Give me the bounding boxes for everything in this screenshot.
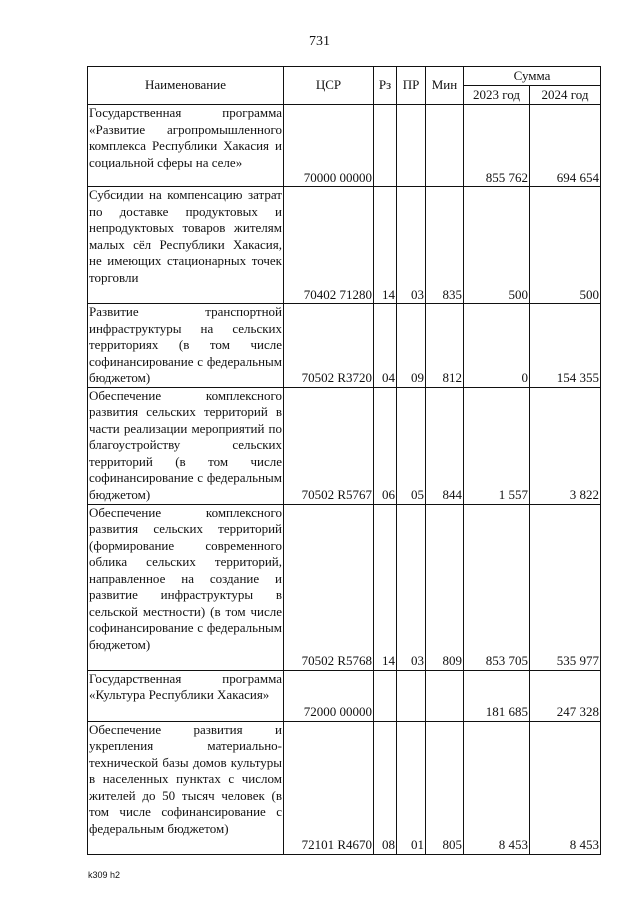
row-2024: 500 (530, 187, 601, 304)
row-2023: 855 762 (464, 105, 530, 187)
row-pr: 09 (397, 304, 426, 388)
table-row (88, 105, 601, 187)
row-2024: 3 822 (530, 387, 601, 504)
row-rz: 04 (374, 304, 397, 388)
header-name: Наименование (88, 67, 284, 105)
row-name: Обеспечение развития и укрепления материально-технической базы домов культуры в населенных пунктах с числом жителей до 50 тысяч человек (в том числе софинансирование с федеральным бюджетом) (88, 721, 284, 854)
row-min (426, 670, 464, 721)
row-csr: 70502 R3720 (284, 304, 374, 388)
row-pr: 01 (397, 721, 426, 854)
row-name: Субсидии на компенсацию затрат по доставке продуктовых и непродуктовых товаров жителям малых сёл Республики Хакасия, не имеющих стационарных точек торговли (88, 187, 284, 304)
header-sum: Сумма (464, 67, 601, 86)
row-min: 844 (426, 387, 464, 504)
row-csr: 70402 71280 (284, 187, 374, 304)
row-pr: 03 (397, 504, 426, 670)
row-rz (374, 670, 397, 721)
row-2024: 154 355 (530, 304, 601, 388)
row-rz: 06 (374, 387, 397, 504)
header-csr: ЦСР (284, 67, 374, 105)
table-row (88, 304, 601, 388)
row-min: 835 (426, 187, 464, 304)
row-2024: 694 654 (530, 105, 601, 187)
table-row (88, 504, 601, 670)
footer-code: k309 h2 (88, 870, 121, 880)
row-csr: 72000 00000 (284, 670, 374, 721)
row-pr (397, 670, 426, 721)
row-pr (397, 105, 426, 187)
row-min: 809 (426, 504, 464, 670)
row-name: Государственная программа «Культура Республики Хакасия» (88, 670, 284, 721)
row-2023: 8 453 (464, 721, 530, 854)
row-csr: 70502 R5767 (284, 387, 374, 504)
row-rz (374, 105, 397, 187)
row-2024: 8 453 (530, 721, 601, 854)
row-pr: 03 (397, 187, 426, 304)
row-name: Обеспечение комплексного развития сельских территорий в части реализации мероприятий по благоустройству сельских территорий (в том числе софинансирование с федеральным бюджетом) (88, 387, 284, 504)
header-year-2024: 2024 год (530, 86, 601, 105)
row-2024: 247 328 (530, 670, 601, 721)
row-2023: 500 (464, 187, 530, 304)
row-2023: 181 685 (464, 670, 530, 721)
row-rz: 14 (374, 187, 397, 304)
page-number: 731 (309, 34, 330, 49)
row-rz: 14 (374, 504, 397, 670)
row-name: Развитие транспортной инфраструктуры на сельских территориях (в том числе софинансирование с федеральным бюджетом) (89, 304, 282, 385)
row-pr: 05 (397, 387, 426, 504)
row-2023: 1 557 (464, 387, 530, 504)
row-2023: 853 705 (464, 504, 530, 670)
header-pr: ПР (397, 67, 426, 105)
row-min: 805 (426, 721, 464, 854)
row-2024: 535 977 (530, 504, 601, 670)
row-name: Обеспечение комплексного развития сельских территорий (формирование современного облика сельских территорий, направленное на создание и развитие инфраструктуры в сельской местности) (в том числе софинансирование с федеральным бюджетом) (88, 504, 284, 670)
row-rz: 08 (374, 721, 397, 854)
row-csr: 70502 R5768 (284, 504, 374, 670)
table-row (88, 387, 601, 504)
header-rz: Рз (374, 67, 397, 105)
row-2023: 0 (464, 304, 530, 388)
table-row (88, 721, 601, 854)
header-year-2023: 2023 год (464, 86, 530, 105)
budget-table (87, 66, 601, 855)
row-min: 812 (426, 304, 464, 388)
row-min (426, 105, 464, 187)
table-row (88, 187, 601, 304)
table-row (88, 670, 601, 721)
row-name: Государственная программа «Развитие агропромышленного комплекса Республики Хакасия и социальной сферы на селе» (88, 105, 284, 187)
row-csr: 70000 00000 (284, 105, 374, 187)
header-min: Мин (426, 67, 464, 105)
row-csr: 72101 R4670 (284, 721, 374, 854)
